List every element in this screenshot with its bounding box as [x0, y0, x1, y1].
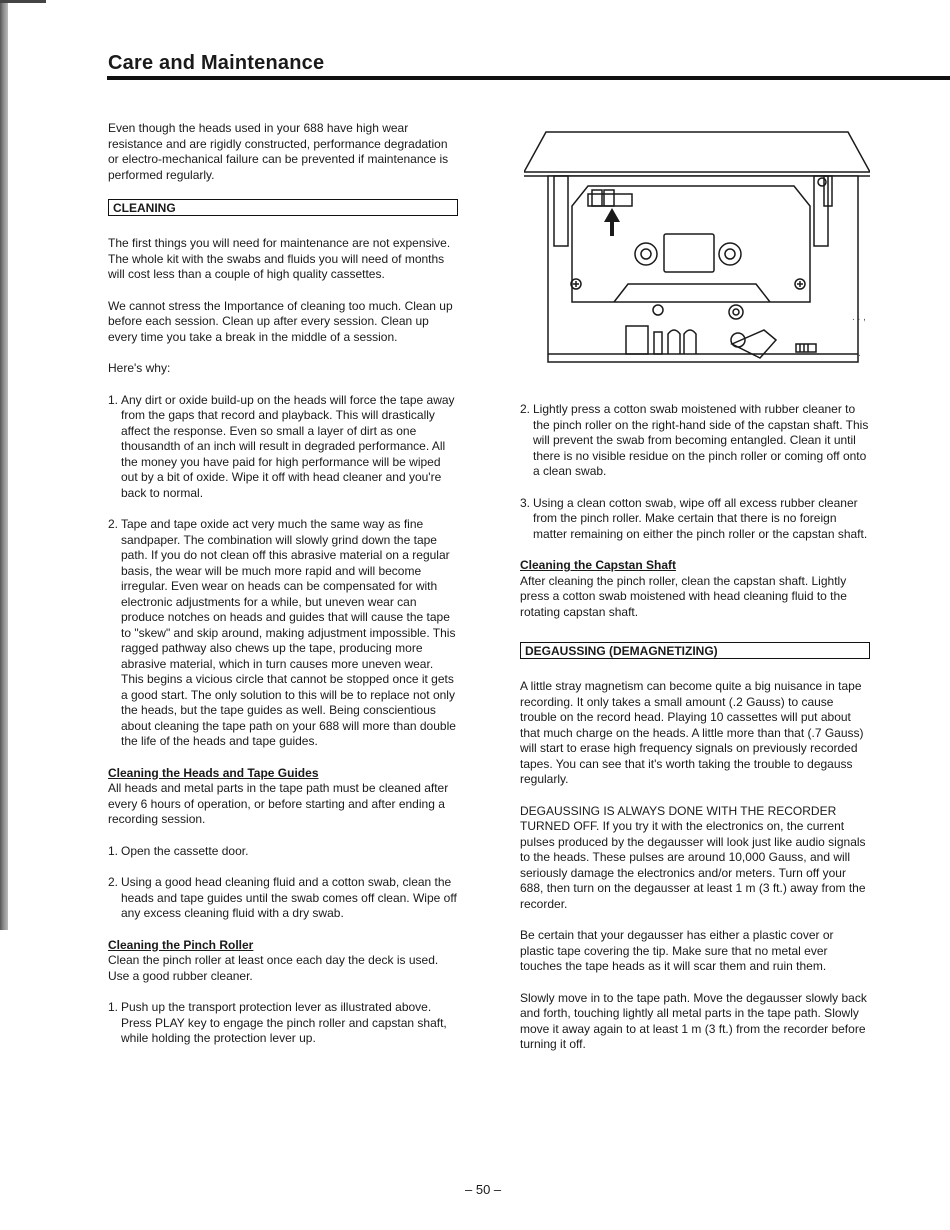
pinch-roller-heading: Cleaning the Pinch Roller — [108, 937, 254, 952]
pinch-steps-list — [108, 1000, 458, 1047]
pinch-roller-block — [108, 938, 458, 985]
degaussing-paragraph-4: Slowly move in to the tape path. Move the degausser slowly back and forth, touching lightly all metal parts in the tape path. Slowly move it away again to at least 1 m (3 ft.) from the recorder before turning it off. — [520, 990, 867, 1051]
list-text: Tape and tape oxide act very much the same way as fine sandpaper. The combination will slowly grind down the tape path. If you do not clean off this abrasive material on a regular basis, the wear will be much more rapid and will become irregular. Even wear on heads can be compensated for with electronic adjustments for a while, but uneven wear can produce notches on heads and guides that will cause the tape to "skew" and skip around, making adjustment impossible. This ragged pathway also chews up the tape, producing more abrasive material, which in turn causes more uneven wear. This begins a vicious circle that cannot be stopped once it gets a good start. The only solution to this will be to replace not only the heads, but the tape guides as well. Being conscientious about cleaning the tape path on your 688 will more than double the life of the heads and tape guides. — [121, 517, 456, 748]
list-item — [108, 1000, 458, 1047]
right-column — [520, 402, 870, 1069]
cleaning-paragraph-2: We cannot stress the Importance of cleaning too much. Clean up before each session. Clean up after every session. Clean up every time you take a break in the middle of a session. — [108, 298, 453, 344]
degaussing-paragraph-1: A little stray magnetism can become quite a big nuisance in tape recording. It only takes a small amount (.2 Gauss) to cause trouble on the record head. Playing 10 cassettes will put about that much charge on the heads. A little more than that (.7 Gauss) will start to erase high frequency signals on previously recorded tapes. You can see that it's worth taking the trouble to degauss regularly. — [520, 679, 864, 786]
list-number: 2. — [520, 402, 531, 416]
page-number: – 50 – — [465, 1182, 502, 1197]
heres-why-text: Here's why: — [108, 361, 171, 375]
degaussing-paragraph-2: DEGAUSSING IS ALWAYS DONE WITH THE RECORDER TURNED OFF. If you try it with the electronics on, the current pulses produced by the degausser will look just like audio signals to the heads. These pulses are around 10,000 Gauss, and will seriously damage the electronics and/or meters. Turn off your 688, then turn on the degausser at least 1 m (3 ft.) away from the recorder. — [520, 803, 866, 911]
list-item — [108, 393, 458, 502]
title-rule — [107, 76, 950, 80]
decorative-dots: . . , — [852, 312, 866, 323]
list-number: 1. — [108, 843, 119, 858]
list-text: Using a good head cleaning fluid and a cotton swab, clean the heads and tape guides until the swab comes off clean. Wipe off any excess cleaning fluid with a dry swab. — [121, 875, 457, 920]
degaussing-section-heading: DEGAUSSING (DEMAGNETIZING) — [520, 642, 870, 659]
cleaning-paragraph-1: The first things you will need for maintenance are not expensive. The whole kit with the swabs and fluids you will need of months will cost less than a couple of high quality cassettes. — [108, 236, 451, 281]
capstan-heading: Cleaning the Capstan Shaft — [520, 558, 677, 572]
list-text: Push up the transport protection lever as illustrated above. Press PLAY key to engage the pinch roller and capstan shaft, while holding the protection lever up. — [121, 1000, 447, 1045]
intro-paragraph: Even though the heads used in your 688 have high wear resistance and are rigidly constructed, performance degradation or electro-mechanical failure can be prevented if maintenance is performed regularly. — [108, 121, 449, 182]
list-text: Any dirt or oxide build-up on the heads will force the tape away from the gaps that record and playback. This will drastically affect the response. Even so small a layer of dirt as one thousandth of an inch will result in degraded performance. All the money you have paid for high performance will be wiped out by a bit of oxide. Wipe it off with head cleaner and you're back to normal. — [121, 392, 455, 500]
capstan-block — [520, 558, 870, 620]
heads-cleaning-block — [108, 766, 458, 828]
page-title: Care and Maintenance — [108, 52, 325, 74]
list-text: Lightly press a cotton swab moistened with rubber cleaner to the pinch roller on the right-hand side of the capstan shaft. This will prevent the swab from becoming entangled. Clean it until there is no visible residue on the pinch roller or coming off onto a clean swab. — [533, 402, 869, 478]
heads-cleaning-text: All heads and metal parts in the tape path must be cleaned after every 6 hours of operation, or before starting and after ending a recording session. — [108, 781, 449, 826]
binding-edge-shadow — [0, 0, 8, 930]
list-item — [520, 496, 870, 543]
capstan-text: After cleaning the pinch roller, clean the capstan shaft. Lightly press a cotton swab moistened with head cleaning fluid to the rotating capstan shaft. — [520, 573, 847, 619]
list-number: 2. — [108, 517, 119, 531]
list-text: Using a clean cotton swab, wipe off all excess rubber cleaner from the pinch roller. Make certain that there is no foreign matter remaining on either the pinch roller or the capstan shaft. — [533, 495, 868, 541]
pinch-steps-continued — [520, 402, 870, 542]
cleaning-section-heading: CLEANING — [108, 199, 458, 216]
list-item — [520, 402, 870, 480]
list-item — [108, 517, 458, 750]
decorative-dot: . — [858, 348, 861, 359]
list-number: 2. — [108, 875, 119, 889]
heads-cleaning-heading: Cleaning the Heads and Tape Guides — [108, 765, 319, 780]
left-column — [108, 121, 458, 1063]
list-text: Open the cassette door. — [121, 843, 249, 858]
list-item — [108, 875, 458, 922]
reasons-list — [108, 393, 458, 750]
heads-steps-list — [108, 844, 458, 922]
list-number: 3. — [520, 495, 531, 510]
cassette-door — [524, 132, 870, 172]
pinch-roller-text: Clean the pinch roller at least once each day the deck is used. Use a good rubber cleaner. — [108, 953, 439, 983]
degaussing-paragraph-3: Be certain that your degausser has either a plastic cover or plastic tape covering the tip. Make sure that no metal ever touches the tape heads as it will scar them and ruin them. — [520, 928, 834, 973]
cassette-deck-illustration — [524, 126, 870, 368]
list-number: 1. — [108, 1000, 119, 1014]
list-item — [108, 844, 458, 860]
list-number: 1. — [108, 392, 119, 407]
page-corner-mark — [0, 0, 46, 17]
